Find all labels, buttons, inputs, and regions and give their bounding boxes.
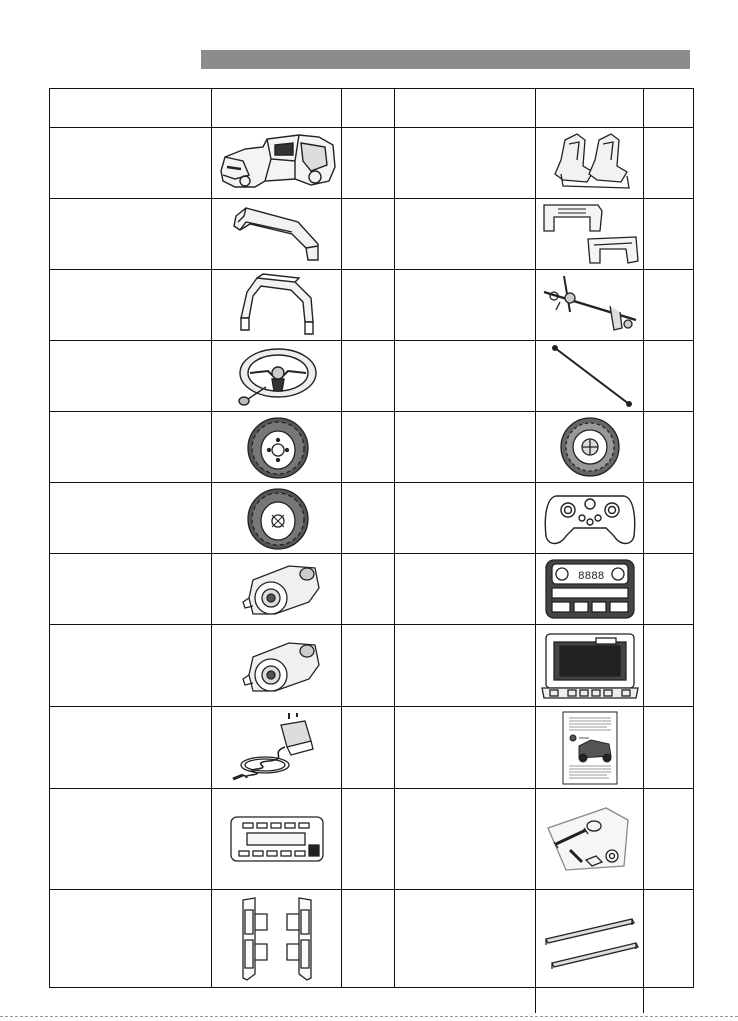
steering-wheel-icon: [212, 341, 341, 411]
col-line: [49, 88, 50, 988]
hub-cap-icon: [536, 412, 643, 482]
side-frame-icon: [212, 890, 341, 987]
seats-icon: [536, 128, 643, 198]
support-rods-icon: [536, 890, 643, 987]
col-line: [643, 88, 644, 1013]
rear-wheel-icon: [212, 483, 341, 553]
dashboard-icon: [536, 554, 643, 624]
body-icon: [212, 128, 341, 198]
steering-assembly-icon: [536, 270, 643, 340]
front-bumper-icon: [212, 199, 341, 269]
row-line: [49, 987, 694, 988]
axle-icon: [536, 341, 643, 411]
col-line: [394, 88, 395, 988]
switch-panel-icon: [212, 789, 341, 889]
rear-bumper-icon: [536, 199, 643, 269]
gearbox-left-icon: [212, 554, 341, 624]
media-player-icon: [536, 625, 643, 706]
front-wheel-icon: [212, 412, 341, 482]
gearbox-right-icon: [212, 625, 341, 706]
charger-icon: [212, 707, 341, 788]
page-cut-line: [0, 1016, 738, 1017]
col-line: [693, 88, 694, 988]
remote-control-icon: [536, 483, 643, 553]
roll-bar-icon: [212, 270, 341, 340]
header-bar: [201, 50, 690, 69]
row-line: [49, 88, 694, 89]
col-line: [341, 88, 342, 988]
hardware-bag-icon: [536, 789, 643, 889]
svg-text:8888: 8888: [577, 571, 604, 583]
manual-icon: [536, 707, 643, 788]
